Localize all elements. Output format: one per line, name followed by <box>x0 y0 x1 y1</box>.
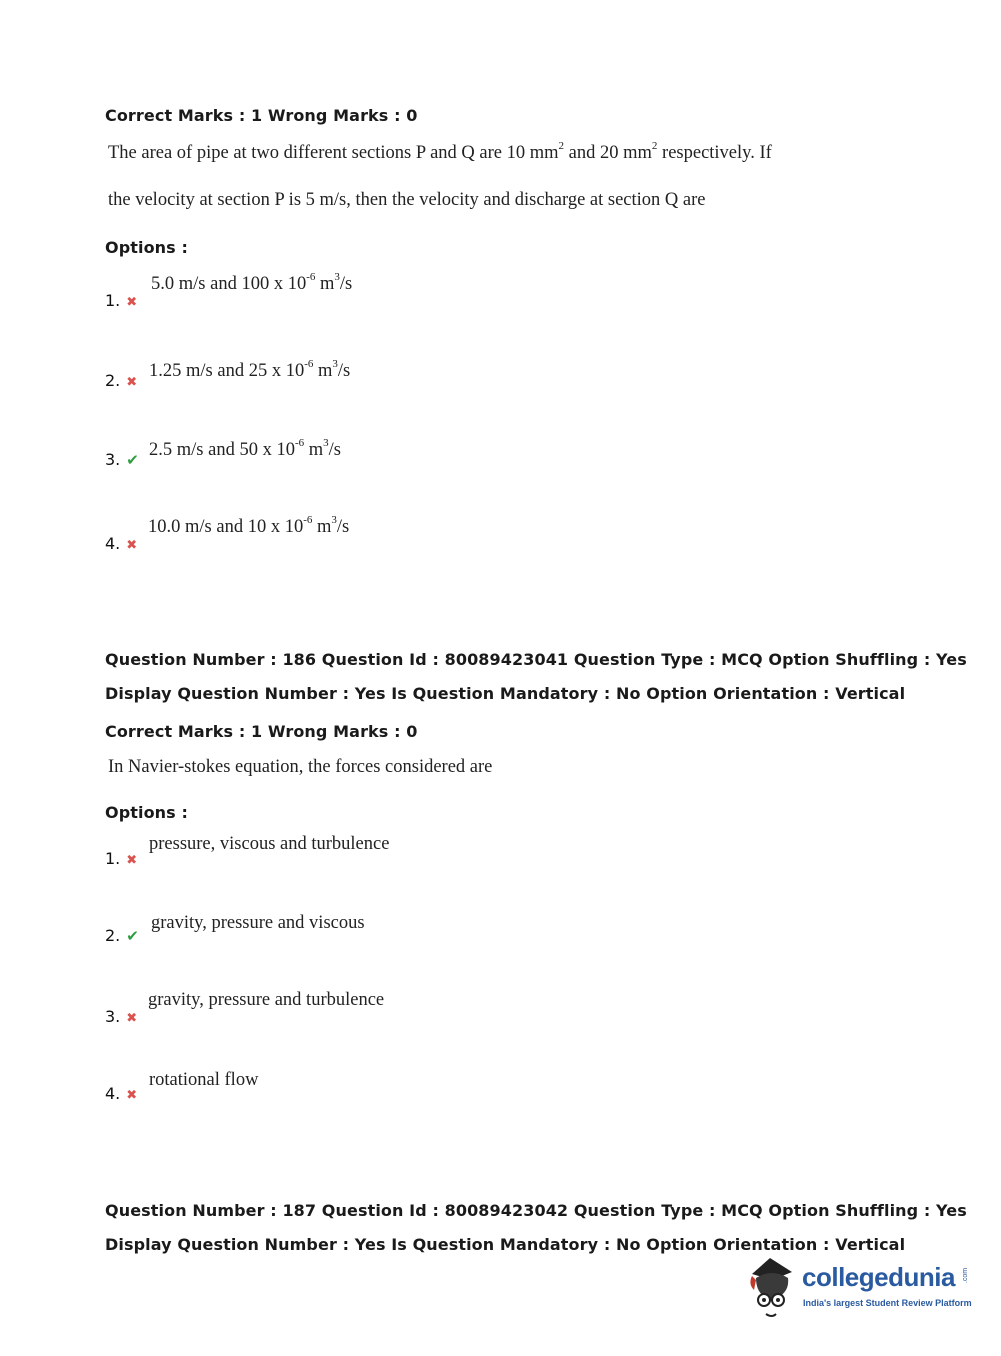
option-number: 1. ✖ <box>105 291 138 310</box>
cross-icon: ✖ <box>126 853 138 868</box>
option-number: 1. ✖ <box>105 849 138 868</box>
option-text: 10.0 m/s and 10 x $10^{-6}$ $m^3/s$ <box>148 514 350 538</box>
option-text: gravity, pressure and viscous <box>151 913 365 933</box>
option-text: rotational flow <box>149 1070 259 1090</box>
question-text-line-1: The area of pipe at two different sections P and Q are 10 $mm^2$ and 20 $mm^2$ respectively. If <box>108 140 772 164</box>
option-number: 4. ✖ <box>105 534 138 553</box>
marks-line: Correct Marks : 1 Wrong Marks : 0 <box>105 106 418 125</box>
option-text: pressure, viscous and turbulence <box>149 834 390 854</box>
cross-icon: ✖ <box>126 295 138 310</box>
options-label: Options : <box>105 803 188 822</box>
cross-icon: ✖ <box>126 1011 138 1026</box>
logo-com: .com <box>962 1267 970 1284</box>
options-label: Options : <box>105 238 188 257</box>
cross-icon: ✖ <box>126 538 138 553</box>
option-number: 2. ✖ <box>105 371 138 390</box>
collegedunia-logo <box>742 1254 972 1320</box>
option-text: 1.25 m/s and 25 x $10^{-6}$ $m^3/s$ <box>149 358 351 382</box>
check-icon: ✔ <box>126 927 139 945</box>
option-number: 3. ✔ <box>105 450 139 469</box>
question-header-1: Question Number : 186 Question Id : 80089423041 Question Type : MCQ Option Shuffling : Yes <box>105 650 967 669</box>
question-text-line-2: the velocity at section P is 5 m/s, then the velocity and discharge at section Q are <box>108 190 706 210</box>
question-header-2: Display Question Number : Yes Is Question Mandatory : No Option Orientation : Vertical <box>105 684 906 703</box>
question-text: In Navier-stokes equation, the forces considered are <box>108 757 493 777</box>
option-text: 2.5 m/s and 50 x $10^{-6}$ $m^3/s$ <box>149 437 341 461</box>
option-number: 3. ✖ <box>105 1007 138 1026</box>
option-text: gravity, pressure and turbulence <box>148 990 385 1010</box>
cross-icon: ✖ <box>126 1088 138 1103</box>
marks-line: Correct Marks : 1 Wrong Marks : 0 <box>105 722 418 741</box>
option-text: 5.0 m/s and 100 x $10^{-6}$ $m^3/s$ <box>151 271 353 295</box>
option-number: 2. ✔ <box>105 926 139 945</box>
cross-icon: ✖ <box>126 375 138 390</box>
check-icon: ✔ <box>126 451 139 469</box>
logo-tagline: India's largest Student Review Platform <box>803 1298 972 1308</box>
question-header-2: Display Question Number : Yes Is Question Mandatory : No Option Orientation : Vertical <box>105 1235 906 1254</box>
logo-wordmark: collegedunia <box>802 1262 955 1292</box>
option-number: 4. ✖ <box>105 1084 138 1103</box>
mascot-icon <box>742 1254 802 1320</box>
question-header-1: Question Number : 187 Question Id : 80089423042 Question Type : MCQ Option Shuffling : Yes <box>105 1201 967 1220</box>
